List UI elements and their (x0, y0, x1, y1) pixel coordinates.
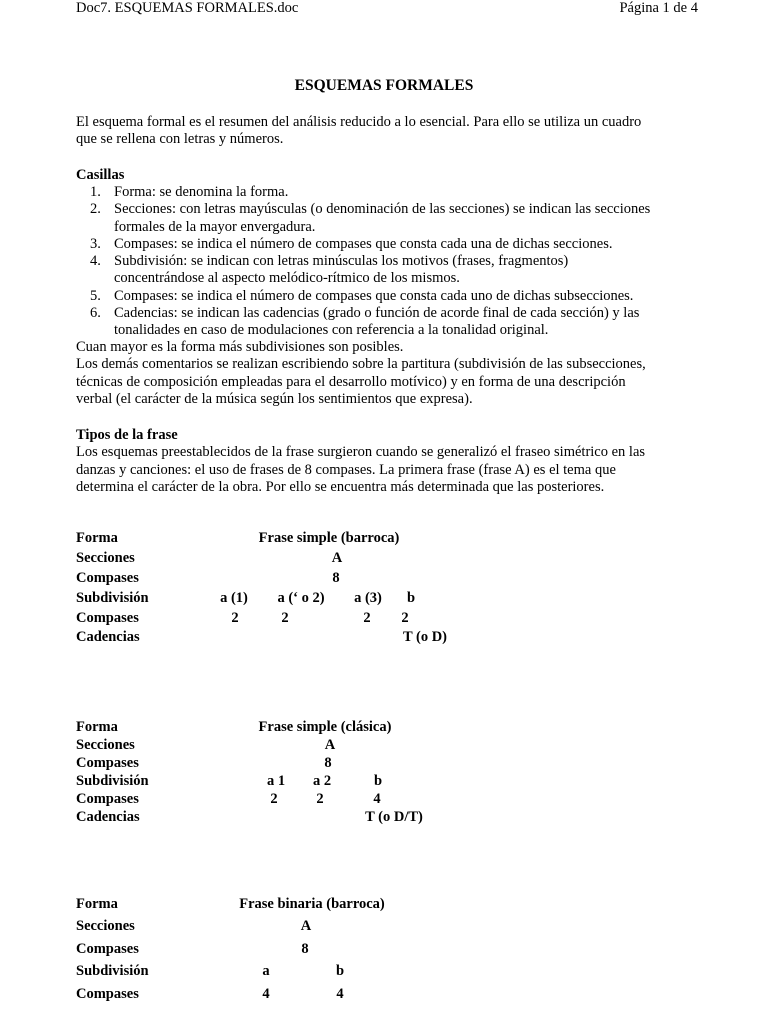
row-label-compases: Compases (76, 941, 139, 957)
row-label-subdivision: Subdivisión (76, 590, 149, 606)
subdivision-cell: a 1 (266, 773, 286, 789)
casillas-list (76, 184, 696, 340)
list-number: 1. (90, 184, 101, 200)
cadencia-cell: T (o D) (402, 629, 448, 645)
list-text: Compases: se indica el número de compases que consta cada uno de dichas subsecciones. (114, 287, 634, 304)
subdivision-cell: b (373, 773, 383, 789)
casillas-section (76, 167, 696, 184)
section-compases: 8 (324, 755, 332, 771)
list-text: Secciones: con letras mayúsculas (o denominación de las secciones) se indican las secciones (114, 201, 651, 218)
subcompases-cell: 2 (363, 610, 371, 626)
row-label-subdivision: Subdivisión (76, 773, 149, 789)
list-number: 6. (90, 305, 101, 322)
row-label-secciones: Secciones (76, 550, 135, 566)
page-title: ESQUEMAS FORMALES (294, 77, 474, 94)
page-indicator: Página 1 de 4 (619, 0, 698, 16)
section-compases: 8 (301, 941, 309, 957)
row-label-compases: Compases (76, 570, 139, 586)
row-label-forma: Forma (76, 719, 118, 735)
list-text: tonalidades en caso de modulaciones con referencia a la tonalidad original. (114, 322, 549, 339)
cadencia-cell: T (o D/T) (365, 809, 423, 825)
row-label-compases: Compases (76, 986, 139, 1002)
subcompases-cell: 2 (401, 610, 409, 626)
subcompases-cell: 4 (262, 986, 270, 1002)
row-label-subdivision: Subdivisión (76, 963, 149, 979)
list-item (76, 184, 696, 201)
subcompases-cell: 2 (281, 610, 289, 626)
subdivision-cell: a (262, 963, 270, 979)
list-text: Compases: se indica el número de compases que consta cada una de dichas secciones. (114, 235, 613, 252)
list-number: 2. (90, 201, 101, 218)
subcompases-cell: 4 (336, 986, 344, 1002)
subcompases-cell: 2 (231, 610, 239, 626)
list-item (76, 305, 696, 340)
row-label-compases: Compases (76, 610, 139, 626)
subdivision-cell: a (1) (220, 590, 248, 606)
subdivision-cell: a (‘ o 2) (277, 590, 325, 606)
intro-paragraph (76, 114, 696, 149)
intro-line: El esquema formal es el resumen del análisis reducido a lo esencial. Para ello se utiliza un cuadro (76, 114, 642, 130)
row-label-cadencias: Cadencias (76, 809, 140, 825)
casillas-notes (76, 339, 696, 408)
row-label-secciones: Secciones (76, 918, 135, 934)
scheme-title: Frase simple (barroca) (258, 530, 400, 546)
section-letter: A (324, 737, 336, 753)
text-line: danzas y canciones: el uso de frases de 8 compases. La primera frase (frase A) es el tema que (76, 461, 616, 478)
subdivision-cell: a 2 (312, 773, 332, 789)
row-label-cadencias: Cadencias (76, 629, 140, 645)
list-text: Subdivisión: se indican con letras minúsculas los motivos (frases, fragmentos) (114, 253, 569, 270)
subdivision-cell: b (406, 590, 416, 606)
subcompases-cell: 2 (270, 791, 278, 807)
row-label-forma: Forma (76, 530, 118, 546)
text-line: técnicas de composición empleadas para el desarrollo motívico) y en forma de una descripción (76, 373, 626, 390)
subdivision-cell: b (335, 963, 345, 979)
intro-line: que se rellena con letras y números. (76, 131, 284, 148)
text-line: verbal (el carácter de la música según los sentimientos que expresa). (76, 390, 473, 407)
list-text: formales de la mayor envergadura. (114, 218, 316, 235)
list-item (76, 253, 696, 288)
scheme-title: Frase simple (clásica) (258, 719, 392, 735)
subdivision-cell: a (3) (354, 590, 382, 606)
section-compases: 8 (332, 570, 340, 586)
subcompases-cell: 4 (373, 791, 381, 807)
list-number: 5. (90, 287, 101, 304)
text-line: Cuan mayor es la forma más subdivisiones son posibles. (76, 339, 404, 355)
scheme-title: Frase binaria (barroca) (239, 896, 385, 912)
row-label-compases: Compases (76, 791, 139, 807)
subcompases-cell: 2 (316, 791, 324, 807)
tipos-heading: Tipos de la frase (76, 427, 178, 443)
document-filename: Doc7. ESQUEMAS FORMALES.doc (76, 0, 299, 16)
list-number: 4. (90, 253, 101, 270)
text-line: Los demás comentarios se realizan escribiendo sobre la partitura (subdivisión de las subsecciones, (76, 356, 646, 373)
list-text: concentrándose al aspecto melódico-rítmico de los mismos. (114, 270, 460, 287)
tipos-section (76, 427, 696, 496)
text-line: Los esquemas preestablecidos de la frase surgieron cuando se generalizó el fraseo simétrico en las (76, 444, 646, 461)
list-item (76, 236, 696, 253)
list-text: Forma: se denomina la forma. (114, 184, 289, 200)
row-label-secciones: Secciones (76, 737, 135, 753)
list-number: 3. (90, 235, 101, 252)
list-item (76, 201, 696, 236)
list-item (76, 288, 696, 305)
row-label-forma: Forma (76, 896, 118, 912)
section-letter: A (331, 550, 343, 566)
row-label-compases: Compases (76, 755, 139, 771)
section-letter: A (300, 918, 312, 934)
casillas-heading: Casillas (76, 167, 125, 183)
text-line: determina el carácter de la obra. Por ello se encuentra más determinada que las posteriores. (76, 478, 605, 495)
list-text: Cadencias: se indican las cadencias (grado o función de acorde final de cada sección) y las (114, 305, 640, 322)
